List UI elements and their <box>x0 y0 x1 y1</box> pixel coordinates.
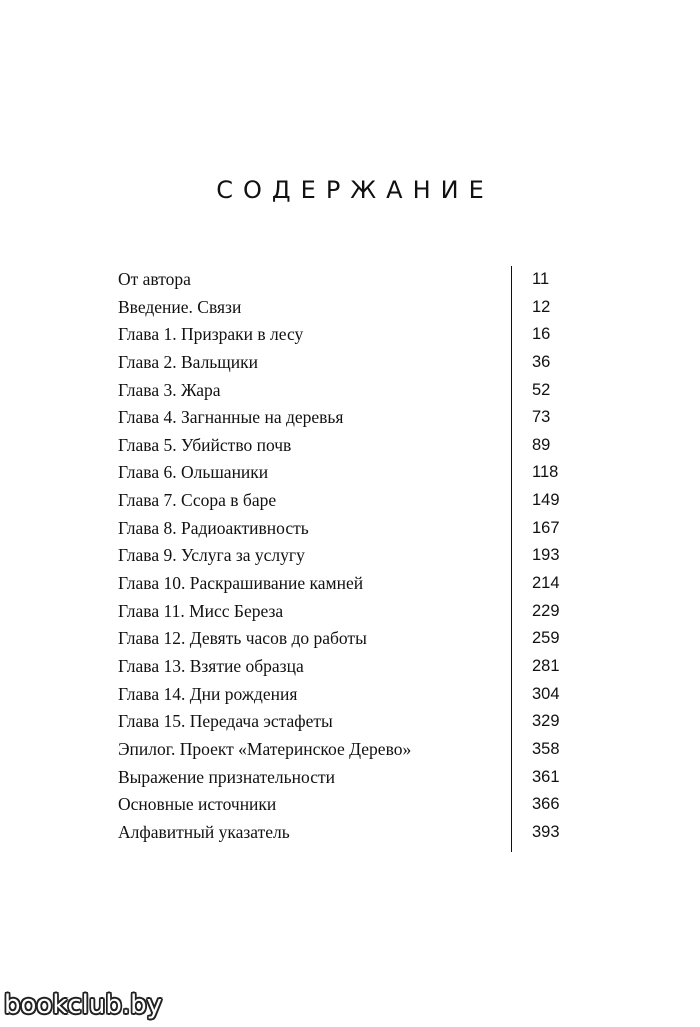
toc-entry-page: 12 <box>532 297 551 316</box>
toc-entry-title: Глава 2. Вальщики <box>118 351 258 372</box>
toc-entry-page: 16 <box>532 325 551 344</box>
toc-entry <box>118 819 568 847</box>
toc-entry-title: Глава 8. Радиоактивность <box>118 517 309 538</box>
toc-entry <box>118 791 568 819</box>
toc-entry-page: 358 <box>532 739 560 758</box>
toc-entry-page: 36 <box>532 352 551 371</box>
toc-entry-title: Глава 13. Взятие образца <box>118 655 304 676</box>
toc-entry-title: Введение. Связи <box>118 296 242 317</box>
toc-entry-title: Основные источники <box>118 794 277 815</box>
toc-entry-title: Алфавитный указатель <box>118 821 290 842</box>
toc-entry <box>118 736 568 764</box>
toc-entry-page: 11 <box>532 270 550 288</box>
site-watermark: bookclub.by <box>4 990 163 1020</box>
toc-entry <box>118 459 568 487</box>
toc-entry <box>118 266 568 294</box>
toc-entry-title: От автора <box>118 269 191 289</box>
toc-entry-page: 366 <box>532 795 560 814</box>
toc-entry <box>118 542 568 570</box>
toc-entry-page: 118 <box>532 463 559 482</box>
toc-entry-page: 193 <box>532 546 560 565</box>
toc-entry-title: Глава 11. Мисс Береза <box>118 600 284 621</box>
page-title: СОДЕРЖАНИЕ <box>216 176 494 204</box>
toc-entry-page: 361 <box>532 767 560 786</box>
toc-entry <box>118 708 568 736</box>
toc-entry-page: 89 <box>532 435 551 454</box>
toc-entry-page: 329 <box>532 712 560 731</box>
toc-entry-title: Глава 4. Загнанные на деревья <box>118 407 344 428</box>
toc-entry <box>118 515 568 543</box>
toc-entry-title: Выражение признательности <box>118 766 335 787</box>
toc-entry <box>118 377 568 405</box>
toc-entry-page: 229 <box>532 601 560 620</box>
toc-entry-title: Глава 15. Передача эстафеты <box>118 711 333 732</box>
toc-entry-title: Глава 5. Убийство почв <box>118 434 292 455</box>
toc-entry-title: Глава 1. Призраки в лесу <box>118 324 304 345</box>
toc-entry-page: 149 <box>532 491 560 510</box>
toc-entry-title: Глава 3. Жара <box>118 379 221 400</box>
toc-entry <box>118 570 568 598</box>
toc-entry-title: Глава 14. Дни рождения <box>118 683 298 704</box>
toc-entry-page: 52 <box>532 380 551 399</box>
toc-entry-page: 167 <box>532 518 560 537</box>
toc-entry-title: Глава 9. Услуга за услугу <box>118 545 305 566</box>
toc-entry-title: Глава 10. Раскрашивание камней <box>118 573 364 594</box>
toc-entry-title: Глава 7. Ссора в баре <box>118 490 277 511</box>
toc-entry-title: Глава 12. Девять часов до работы <box>118 628 367 649</box>
toc-entry <box>118 764 568 792</box>
toc-entry-page: 259 <box>532 629 560 648</box>
toc-entry <box>118 349 568 377</box>
toc-list <box>118 266 568 846</box>
toc-entry <box>118 404 568 432</box>
toc-entry <box>118 625 568 653</box>
toc-entry <box>118 321 568 349</box>
toc-entry-page: 304 <box>532 684 560 703</box>
toc-entry-title: Эпилог. Проект «Материнское Дерево» <box>118 738 412 759</box>
toc-entry <box>118 653 568 681</box>
toc-entry <box>118 294 568 322</box>
toc-entry-title: Глава 6. Ольшаники <box>118 462 269 483</box>
toc-entry <box>118 432 568 460</box>
toc-entry <box>118 681 568 709</box>
toc-entry <box>118 598 568 626</box>
toc-entry-page: 393 <box>532 822 560 841</box>
toc-entry <box>118 487 568 515</box>
toc-entry-page: 73 <box>532 408 551 427</box>
toc-entry-page: 214 <box>532 574 560 593</box>
toc-entry-page: 281 <box>532 656 560 675</box>
